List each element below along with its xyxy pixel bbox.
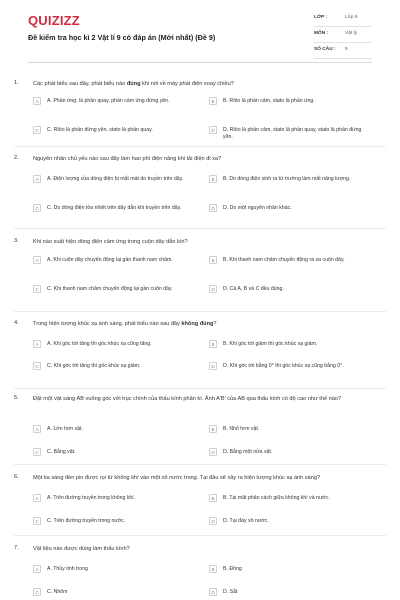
option-text: C. Trên đường truyền trong nước. [47,517,126,524]
option-text: B. Rôto là phần cảm, stato là phần ứng. [223,97,315,104]
question-text-part: Đặt một vật sáng AB vuông góc với trục chính của thấu kính phân kì. Ảnh A'B' của AB qua thấu kính có độ cao như thế nào? [33,396,342,402]
option-text: D. Khi góc tới bằng 0° thì góc khúc xạ cũng bằng 0°. [223,362,344,369]
question-text-emphasis: không đúng [181,321,214,327]
meta-value: Vật lý [345,31,357,36]
option-text: C. Do dòng điện tỏa nhiệt trên dây dẫn khi truyền trên dây. [47,204,182,211]
question-separator [14,311,386,312]
option-letter-box: B [209,340,217,348]
meta-label: LỚP : [314,15,328,20]
meta-value: 9 [345,47,348,52]
question-number: 2. [14,155,19,161]
option-letter-box: D [209,362,217,370]
meta-label: MÔN : [314,31,329,36]
option-letter-box: D [209,204,217,212]
question-text-part: Nguyên nhân chủ yếu nào sau đây làm hao phí điện năng khi tải điện đi xa? [33,156,222,162]
option-text: B. Đồng [223,565,242,572]
option-text: D. Tại đáy xô nước. [223,517,269,524]
option-letter-box: D [209,517,217,525]
question-number: 4. [14,320,19,326]
option-letter-box: A [33,97,41,105]
option-text: B. Tại mặt phân cách giữa không khí và nước. [223,494,330,501]
worksheet-title: Đề kiểm tra học kì 2 Vật lí 9 có đáp án (Mới nhất) (Đề 9) [28,33,216,42]
question-text [33,320,386,328]
question-text-part: khi nói về máy phát điện xoay chiều? [140,81,234,87]
option-letter-box: C [33,362,41,370]
question-separator [14,535,386,536]
option-text: A. Điện lượng của dòng điện bị mất mát do truyền trên dây. [47,175,184,182]
option-text: A. Thủy tinh trong [47,565,88,572]
option-text: A. Khi cuộn dây chuyển động lại gần thanh nam châm. [47,256,173,263]
question-number: 6. [14,474,19,480]
question-number: 5. [14,395,19,401]
option-text: C. Nhôm [47,588,68,595]
option-letter-box: C [33,588,41,596]
option-letter-box: C [33,448,41,456]
option-letter-box: C [33,126,41,134]
option-text: D. Rôto là phần cảm, stato là phần quay, stato là phần đứng yên. [223,126,362,140]
meta-value: Lớp 9 [345,15,358,20]
option-letter-box: D [209,126,217,134]
question-text-part: Các phát biểu sau đây, phát biểu nào [33,81,127,87]
option-text: A. Khi góc tới tăng thì góc khúc xạ cũng tăng. [47,340,152,347]
question-text [33,80,386,88]
option-letter-box: B [209,256,217,264]
option-text: D. Cả A, B và C đều đúng. [223,285,284,292]
meta-label: SỐ CÂU : [314,47,336,52]
option-text: D. Sắt [223,588,238,595]
question-number: 3. [14,238,19,244]
option-letter-box: B [209,97,217,105]
option-letter-box: B [209,425,217,433]
option-letter-box: D [209,448,217,456]
option-letter-box: A [33,565,41,573]
option-text: D. Bằng một nửa vật. [223,448,273,455]
meta-row-question-count [314,43,372,59]
header-divider [28,62,372,63]
question-text [33,238,386,246]
option-letter-box: B [209,565,217,573]
question-separator [14,464,386,465]
worksheet-header [14,0,386,68]
option-letter-box: C [33,204,41,212]
option-text: B. Nhỏ hơn vật. [223,425,260,432]
option-letter-box: A [33,494,41,502]
option-text: B. Do dòng điện sinh ra từ trường làm mất năng lượng. [223,175,351,182]
option-text: C. Bằng vật. [47,448,76,455]
question-text [33,474,386,482]
option-text: A. Phần ứng: là phần quay, phần cảm ứng đứng yên. [47,97,170,104]
option-letter-box: D [209,285,217,293]
option-text: C. Khi góc tới tăng thì góc khúc xạ giảm. [47,362,141,369]
question-text [33,155,386,163]
meta-row-class [314,11,372,27]
option-text: C. Rôto là phần đứng yên, stato là phần quay. [47,126,153,133]
meta-row-subject [314,27,372,43]
question-number: 1. [14,80,19,86]
option-letter-box: A [33,340,41,348]
question-text-part: Khi nào xuất hiện dòng điện cảm ứng trong cuộn dây dẫn kín? [33,239,188,245]
question-text [33,395,386,403]
worksheet-meta [314,11,372,59]
option-text: C. Khi thanh nam châm chuyển động lại gần cuộn dây. [47,285,173,292]
option-letter-box: C [33,285,41,293]
option-text: D. Do một nguyên nhân khác. [223,204,292,211]
option-text: B. Khi thanh nam châm chuyển động ra xa cuộn dây. [223,256,345,263]
quizizz-logo[interactable]: QUIZIZZ [28,13,80,28]
question-separator [14,228,386,229]
question-text-part: ? [213,321,217,327]
question-text-part: Trong hiện tượng khúc xạ ánh sáng, phát biểu nào sau đây [33,321,182,327]
option-letter-box: A [33,425,41,433]
question-text-part: Một tia sáng đèn pin được rọi từ không khí vào một xô nước trong. Tại đâu sẽ xảy ra hiện tượng khúc xạ ánh sáng? [33,475,321,481]
option-letter-box: C [33,517,41,525]
option-letter-box: B [209,175,217,183]
option-letter-box: D [209,588,217,596]
question-text-emphasis: đúng [126,81,141,87]
option-text: B. Khi góc tới giảm thì góc khúc xạ giảm. [223,340,318,347]
question-separator [14,146,386,147]
option-text: A. Trên đường truyền trong không khí. [47,494,136,501]
question-separator [14,388,386,389]
question-number: 7. [14,545,19,551]
option-text: A. Lớn hơn vật. [47,425,83,432]
question-text [33,545,386,553]
option-letter-box: A [33,175,41,183]
option-letter-box: B [209,494,217,502]
question-text-part: Vật liệu nào được dùng làm thấu kính? [33,546,130,552]
option-letter-box: A [33,256,41,264]
